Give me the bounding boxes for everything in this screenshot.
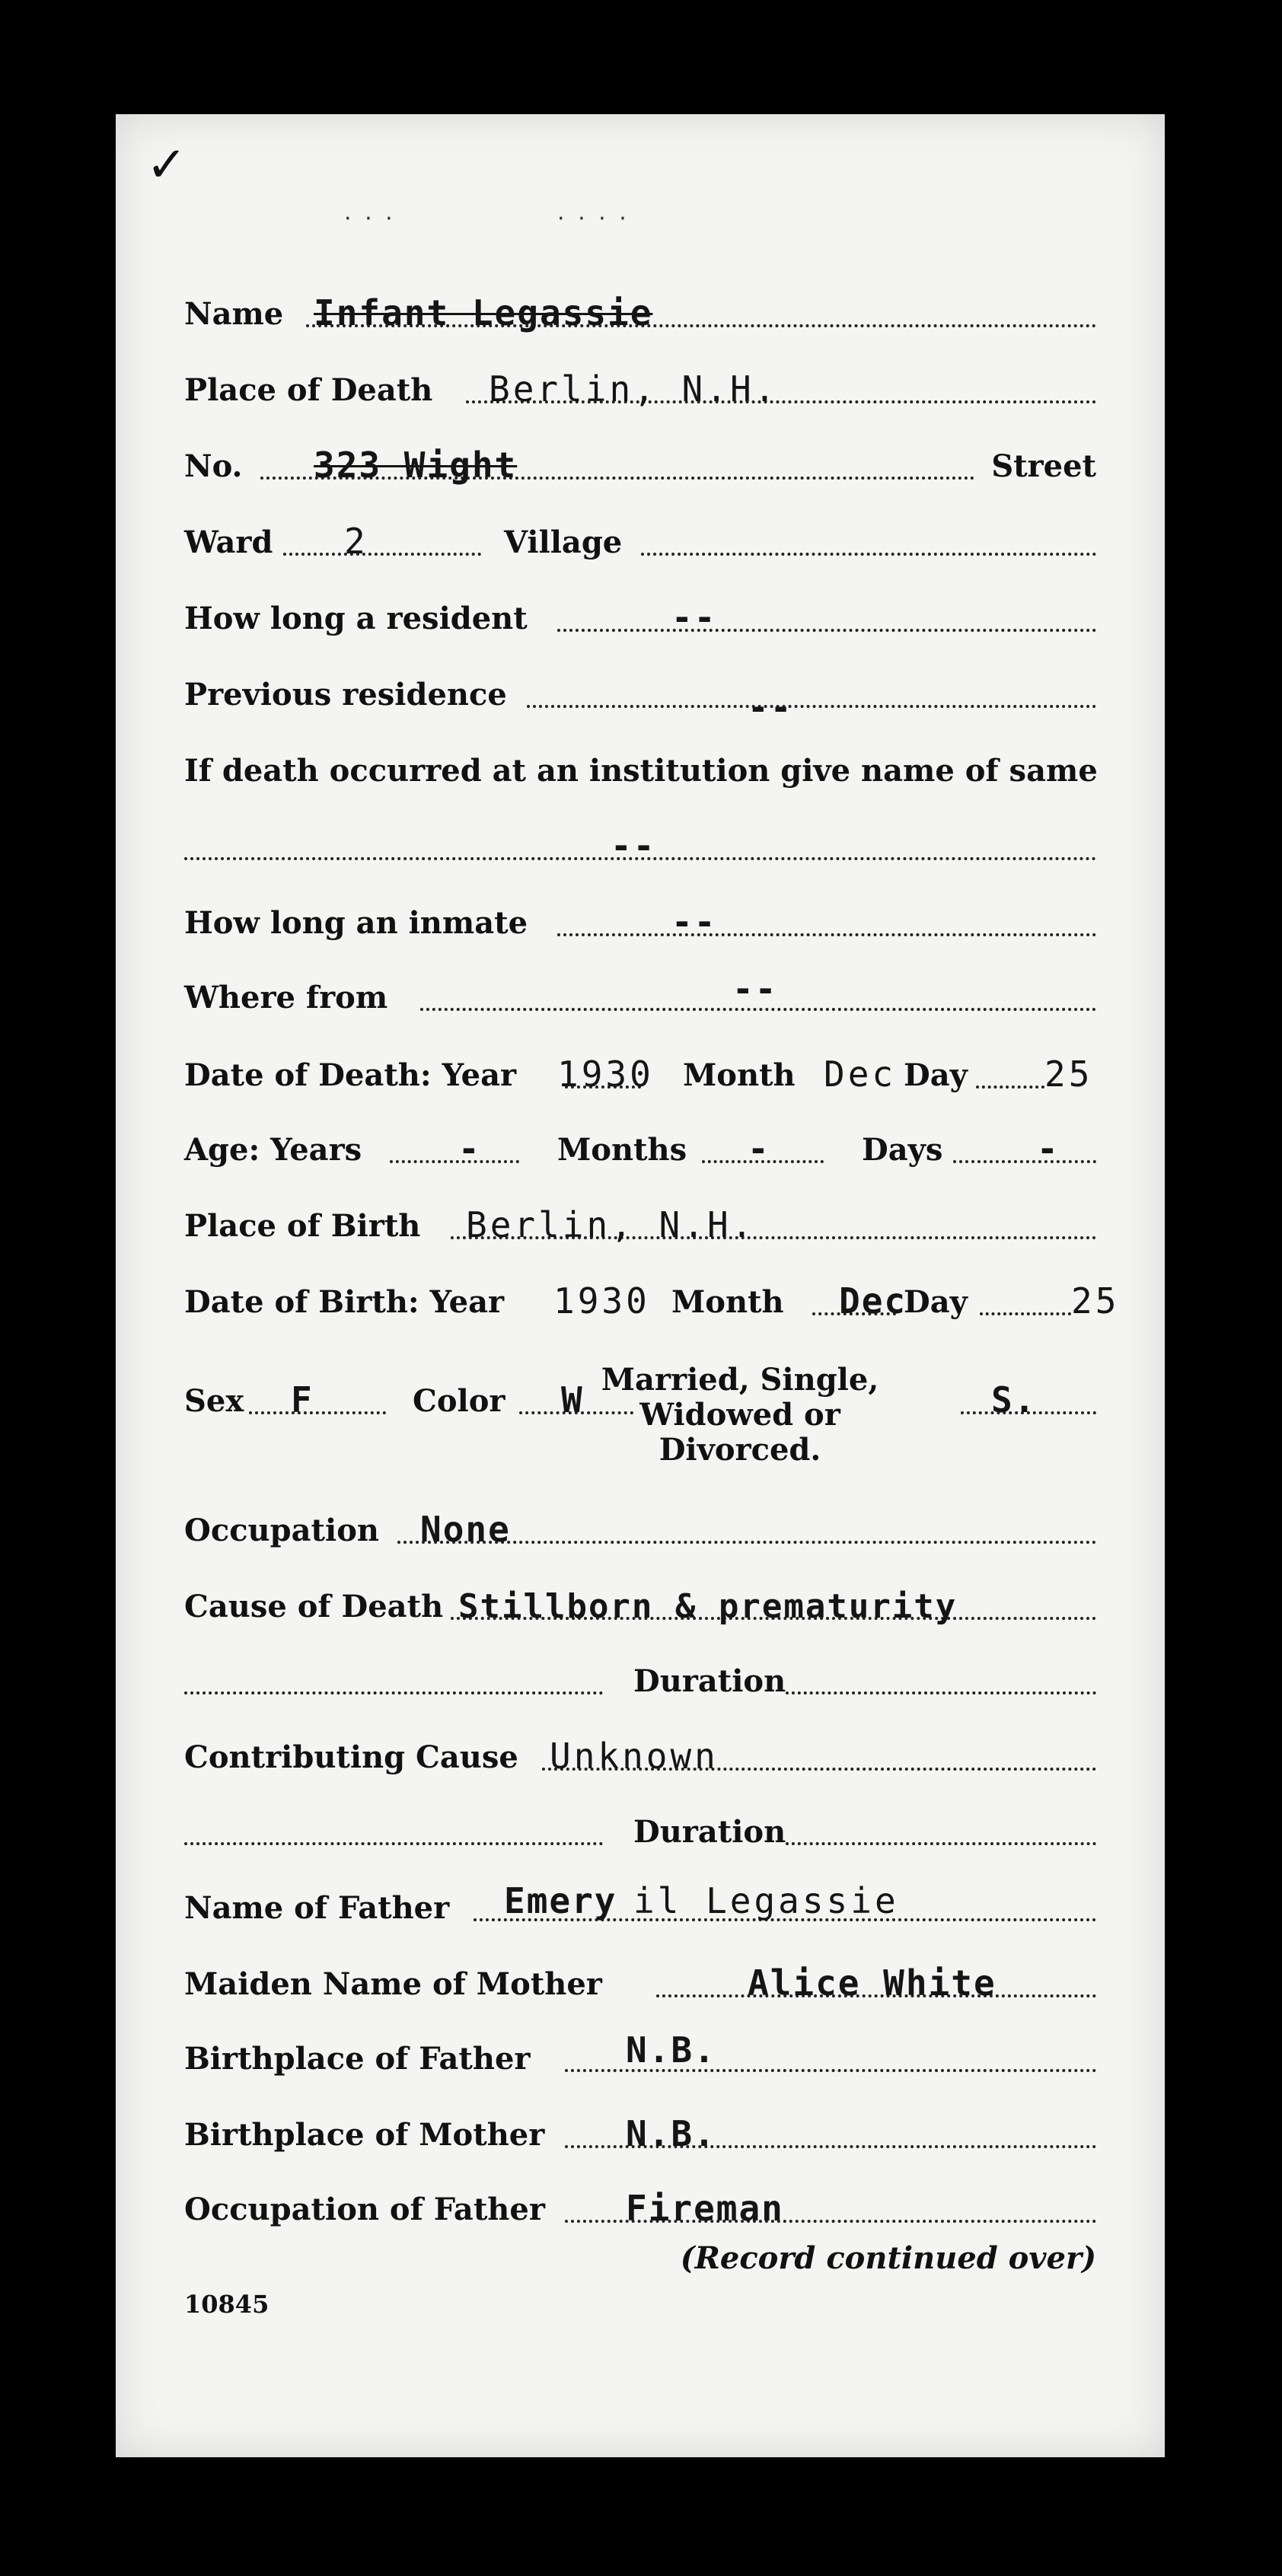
marital-status-value: S. xyxy=(991,1379,1037,1420)
village-label: Village xyxy=(504,524,623,560)
field-ward-village xyxy=(184,519,1096,565)
previous-residence-label: Previous residence xyxy=(184,677,507,713)
institution-value: -- xyxy=(611,825,656,866)
dotted-line xyxy=(641,553,1096,556)
dotted-line xyxy=(184,1842,603,1845)
how-long-inmate-value: -- xyxy=(671,901,717,942)
field-father-occupation xyxy=(184,2186,1096,2232)
field-date-of-birth xyxy=(184,1279,1120,1325)
how-long-resident-value: -- xyxy=(671,597,717,638)
no-label: No. xyxy=(184,448,243,484)
father-birthplace-label: Birthplace of Father xyxy=(184,2041,531,2077)
marital-status-label xyxy=(572,1363,907,1468)
where-from-label: Where from xyxy=(184,980,388,1015)
father-birthplace-value: N.B. xyxy=(626,2029,716,2071)
field-father-birthplace xyxy=(184,2029,1096,2081)
marital-label-line-1: Married, Single, xyxy=(601,1362,879,1398)
field-institution-value xyxy=(184,824,1096,869)
age-years-value: - xyxy=(458,1128,481,1169)
record-continued-note xyxy=(184,2235,1096,2281)
previous-residence-value: -- xyxy=(748,687,793,728)
field-place-of-death xyxy=(184,367,1096,413)
dotted-line xyxy=(980,1312,1071,1315)
field-mother-maiden-name xyxy=(184,1961,1096,2007)
sex-value: F xyxy=(291,1379,314,1420)
color-value: W xyxy=(561,1379,584,1420)
dotted-line xyxy=(527,705,1096,708)
place-of-birth-value: Berlin, N.H. xyxy=(466,1204,756,1245)
institution-label: If death occurred at an institution give name of same xyxy=(184,753,1098,789)
dotted-line xyxy=(390,1160,519,1163)
dotted-line xyxy=(557,933,1096,936)
mother-maiden-label: Maiden Name of Mother xyxy=(184,1966,602,2002)
field-duration-2 xyxy=(184,1809,1096,1854)
sex-label: Sex xyxy=(184,1383,244,1419)
field-age xyxy=(184,1127,1096,1172)
marital-label-line-2: Widowed or xyxy=(639,1397,840,1433)
father-name-label: Name of Father xyxy=(184,1890,450,1926)
dotted-line xyxy=(953,1160,1096,1163)
name-value: Infant Legassie xyxy=(314,292,653,333)
death-month-label: Month xyxy=(683,1057,796,1093)
field-previous-residence xyxy=(184,671,1096,728)
dotted-line xyxy=(249,1411,386,1414)
place-of-death-value: Berlin, N.H. xyxy=(489,368,779,410)
contributing-cause-value: Unknown xyxy=(550,1736,719,1777)
how-long-resident-label: How long a resident xyxy=(184,601,528,636)
contributing-cause-label: Contributing Cause xyxy=(184,1739,518,1775)
cause-of-death-label: Cause of Death xyxy=(184,1589,444,1624)
age-days-value: - xyxy=(1037,1128,1060,1169)
where-from-value: -- xyxy=(732,968,778,1009)
father-occupation-label: Occupation of Father xyxy=(184,2192,545,2227)
father-occupation-value: Fireman xyxy=(626,2188,784,2229)
field-cause-of-death xyxy=(184,1583,1096,1629)
field-date-of-death xyxy=(184,1052,1096,1098)
name-label: Name xyxy=(184,296,284,332)
dotted-line xyxy=(976,1086,1044,1089)
death-month-value: Dec xyxy=(824,1054,897,1095)
field-place-of-birth xyxy=(184,1203,1096,1248)
birth-year-value: 1930 xyxy=(553,1280,650,1321)
cause-of-death-value: Stillborn & prematurity xyxy=(458,1587,958,1626)
age-months-label: Months xyxy=(557,1132,687,1168)
field-where-from xyxy=(184,968,1096,1020)
form-number: 10845 xyxy=(184,2290,269,2319)
no-value: 323 Wight xyxy=(314,445,518,486)
mother-birthplace-label: Birthplace of Mother xyxy=(184,2117,545,2153)
death-record-card xyxy=(116,114,1165,2457)
death-day-label: Day xyxy=(904,1057,968,1093)
birth-month-label: Month xyxy=(671,1284,784,1320)
duration-label-2: Duration xyxy=(633,1814,786,1850)
mother-birthplace-value: N.B. xyxy=(626,2113,716,2154)
scribble-mark: · · · xyxy=(344,206,396,232)
marital-label-line-3: Divorced. xyxy=(659,1432,821,1468)
dotted-line xyxy=(786,1842,1096,1845)
place-of-birth-label: Place of Birth xyxy=(184,1208,421,1244)
field-name xyxy=(184,291,1096,336)
ward-value: 2 xyxy=(344,521,368,562)
age-years-label: Age: Years xyxy=(184,1132,362,1168)
place-of-death-label: Place of Death xyxy=(184,372,433,408)
field-institution-label xyxy=(184,748,1096,793)
field-how-long-inmate xyxy=(184,900,1096,945)
dotted-line xyxy=(557,629,1096,632)
father-name-struck: Emery xyxy=(504,1880,617,1921)
field-mother-birthplace xyxy=(184,2112,1096,2157)
ward-label: Ward xyxy=(184,524,273,560)
death-day-value: 25 xyxy=(1044,1054,1093,1095)
field-father-name xyxy=(184,1880,1096,1930)
dotted-line xyxy=(283,553,481,556)
dotted-line xyxy=(786,1691,1096,1694)
death-year-value: 1930 xyxy=(557,1054,654,1095)
scribble-mark: · · · · xyxy=(557,206,630,232)
father-name-value: il Legassie xyxy=(633,1880,899,1921)
birth-day-label: Day xyxy=(904,1284,968,1320)
occupation-value: None xyxy=(420,1509,511,1550)
date-of-birth-label: Date of Birth: Year xyxy=(184,1284,505,1320)
field-duration-1 xyxy=(184,1658,1096,1704)
occupation-label: Occupation xyxy=(184,1513,379,1548)
birth-month-value: Dec xyxy=(839,1280,907,1321)
age-months-value: - xyxy=(748,1128,770,1169)
field-occupation xyxy=(184,1507,1096,1553)
check-mark-icon: ✓ xyxy=(146,137,187,193)
record-continued-text: (Record continued over) xyxy=(680,2240,1096,2276)
field-how-long-resident xyxy=(184,595,1096,641)
street-label: Street xyxy=(991,448,1096,484)
color-label: Color xyxy=(413,1383,505,1419)
field-contributing-cause xyxy=(184,1734,1096,1780)
duration-label: Duration xyxy=(633,1663,786,1699)
date-of-death-label: Date of Death: Year xyxy=(184,1057,517,1093)
how-long-inmate-label: How long an inmate xyxy=(184,905,528,941)
dotted-line xyxy=(184,1691,603,1694)
birth-day-value: 25 xyxy=(1071,1280,1120,1321)
mother-maiden-value: Alice White xyxy=(748,1962,997,2004)
field-street-number xyxy=(184,443,1096,489)
age-days-label: Days xyxy=(862,1132,943,1168)
